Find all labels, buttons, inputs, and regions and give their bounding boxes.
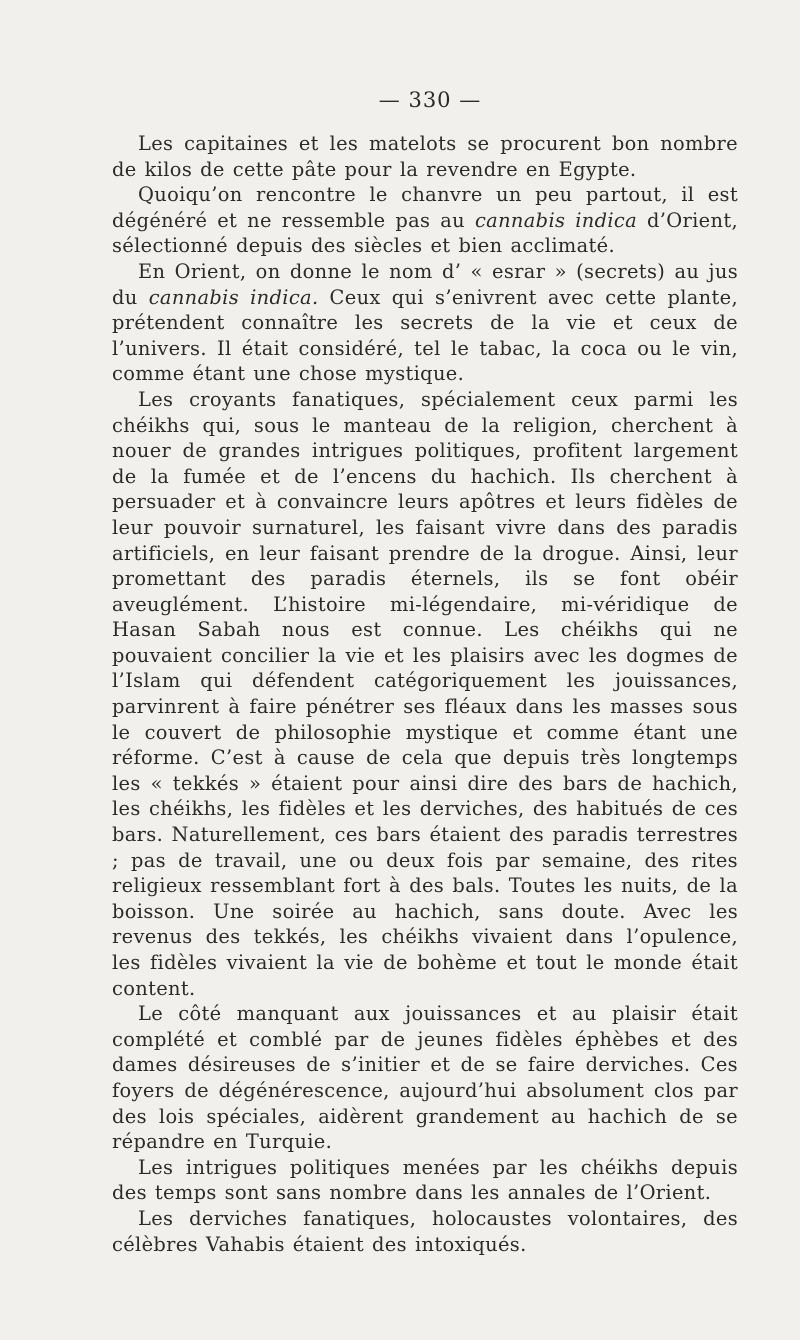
page-number: — 330 — [378, 88, 482, 112]
paragraph: Quoiqu’on rencontre le chanvre un peu partout, il est dégénéré et ne ressemble pas au cannabis indica d’Orient, sélectionné depuis des siècles et bien acclimaté. [112, 183, 738, 258]
paragraph: Les intrigues politiques menées par les chéikhs depuis des temps sont sans nombre dans les annales de l’Orient. [112, 1155, 738, 1205]
body-text [112, 131, 738, 1257]
paragraph: Le côté manquant aux jouissances et au plaisir était complété et comblé par de jeunes fidèles éphèbes et des dames désireuses de s’initier et de se faire derviches. Ces foyers de dégénérescence, aujourd’hui absolument clos par des lois spéciales, aidèrent grandement au hachich de se répandre en Turquie. [112, 1002, 738, 1154]
paragraph: En Orient, on donne le nom d’ « esrar » (secrets) au jus du cannabis indica. Ceux qui s’enivrent avec cette plante, prétendent connaître les secrets de la vie et ceux de l’univers. Il était considéré, tel le tabac, la coca ou le vin, comme étant une chose mystique. [112, 259, 738, 386]
italic-term: cannabis indica. [148, 285, 319, 309]
book-page [112, 90, 738, 1257]
italic-term: cannabis indica [474, 208, 638, 232]
paragraph: Les croyants fanatiques, spécialement ceux parmi les chéikhs qui, sous le manteau de la religion, cherchent à nouer de grandes intrigues politiques, profitent largement de la fumée et de l’encens du hachich. Ils cherchent à persuader et à convaincre leurs apôtres et leurs fidèles de leur pouvoir surnaturel, les faisant vivre dans des paradis artificiels, en leur faisant prendre de la drogue. Ainsi, leur promettant des paradis éternels, ils se font obéir aveuglément. L’histoire mi-légendaire, mi-véridique de Hasan Sabah nous est connue. Les chéikhs qui ne pouvaient concilier la vie et les plaisirs avec les dogmes de l’Islam qui défendent catégoriquement les jouissances, parvinrent à faire pénétrer ses fléaux dans les masses sous le couvert de philosophie mystique et comme étant une réforme. C’est à cause de cela que depuis très longtemps les « tekkés » étaient pour ainsi dire des bars de hachich, les chéikhs, les fidèles et les derviches, des habitués de ces bars. Naturellement, ces bars étaient des paradis terrestres ; pas de travail, une ou deux fois par semaine, des rites religieux ressemblant fort à des bals. Toutes les nuits, de la boisson. Une soirée au hachich, sans doute. Avec les revenus des tekkés, les chéikhs vivaient dans l’opulence, les fidèles vivaient la vie de bohème et tout le monde était content. [112, 387, 738, 1000]
paragraph: Les derviches fanatiques, holocaustes volontaires, des célèbres Vahabis étaient des intoxiqués. [112, 1206, 738, 1256]
paragraph: Les capitaines et les matelots se procurent bon nombre de kilos de cette pâte pour la revendre en Egypte. [112, 132, 738, 181]
